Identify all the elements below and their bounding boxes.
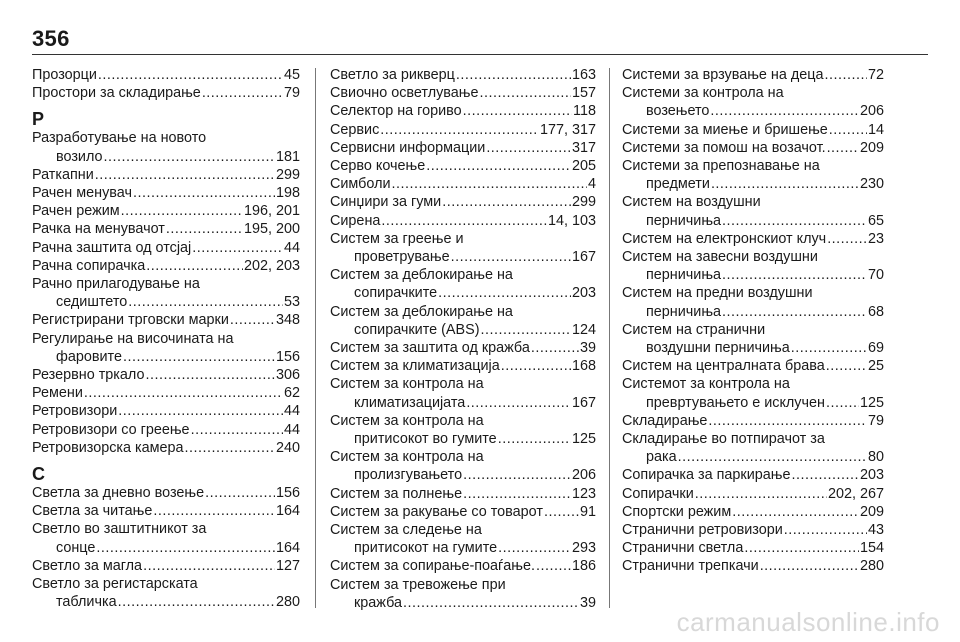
- index-entry-term: Системи за врзување на деца: [622, 67, 824, 83]
- dot-leader: [827, 230, 867, 248]
- index-entry-term: Ретровизори со греење: [32, 421, 190, 438]
- index-entry-term: Рачна заштита од отсјај: [32, 239, 192, 256]
- dot-leader: [531, 339, 579, 357]
- index-entry-pages[interactable]: 43: [867, 522, 884, 539]
- header-rule: [32, 54, 928, 55]
- dot-leader: [722, 266, 867, 284]
- index-entry-term: Светло во заштитникот за: [32, 521, 207, 538]
- index-entry-pages[interactable]: 72: [867, 67, 884, 83]
- dot-leader: [826, 357, 867, 375]
- index-entry: [330, 521, 596, 557]
- dot-leader: [744, 539, 859, 557]
- dot-leader: [202, 84, 283, 102]
- dot-leader: [463, 485, 571, 503]
- dot-leader: [185, 439, 275, 457]
- index-entry-term: Спортски режим: [622, 503, 732, 520]
- index-entry: [622, 557, 884, 575]
- index-entry-term: превртувањето е исклучен: [646, 394, 825, 411]
- index-entry: [622, 466, 884, 484]
- dot-leader: [722, 303, 867, 321]
- dot-leader: [711, 175, 859, 193]
- index-entry: [32, 402, 300, 420]
- index-entry-pages[interactable]: 167: [571, 249, 596, 266]
- index-entry-pages[interactable]: 198: [275, 185, 300, 202]
- dot-leader: [145, 366, 275, 384]
- dot-leader: [695, 485, 827, 503]
- index-entry-term: Странични ретровизори: [622, 522, 783, 539]
- dot-leader: [498, 539, 571, 557]
- index-entry-term: Сопирачки: [622, 485, 694, 502]
- dot-leader: [146, 257, 243, 275]
- index-entry-pages[interactable]: 127: [275, 557, 300, 574]
- index-entry-term: предмети: [646, 176, 710, 193]
- index-entry-term: Сопирачка за паркирање: [622, 467, 791, 484]
- index-entry-term: перничиња: [646, 267, 722, 284]
- dot-leader: [426, 157, 571, 175]
- index-entry: [622, 375, 884, 411]
- index-entry-term: фаровите: [56, 348, 122, 365]
- index-entry: [330, 412, 596, 448]
- dot-leader: [829, 121, 867, 139]
- index-entry: [32, 384, 300, 402]
- index-entry: [32, 421, 300, 439]
- index-entry-term: табличка: [56, 594, 117, 611]
- index-entry: [622, 321, 884, 357]
- dot-leader: [678, 448, 867, 466]
- column-divider: [609, 68, 610, 608]
- index-entry-pages[interactable]: 206: [571, 467, 596, 484]
- dot-leader: [118, 402, 283, 420]
- index-entry: [32, 129, 300, 165]
- index-entry: [32, 66, 300, 84]
- index-entry: [32, 557, 300, 575]
- index-entry-term: Систем за полнење: [330, 485, 463, 502]
- index-entry-term: Простори за складирање: [32, 85, 201, 102]
- index-entry-pages[interactable]: 195, 200: [243, 221, 300, 238]
- dot-leader: [166, 220, 243, 238]
- dot-leader: [104, 148, 275, 166]
- dot-leader: [451, 248, 571, 266]
- index-entry-term: Серво кочење: [330, 158, 426, 175]
- index-entry: [32, 166, 300, 184]
- index-entry-pages[interactable]: 80: [867, 449, 884, 466]
- index-entry: [330, 339, 596, 357]
- index-entry-term: Систем на странични: [622, 321, 766, 338]
- index-entry: [330, 576, 596, 612]
- index-entry-term: Систем за следење на: [330, 522, 482, 539]
- index-entry-term: Систем на воздушни: [622, 194, 761, 211]
- dot-leader: [824, 66, 867, 84]
- index-entry-term: Ретровизори: [32, 403, 118, 420]
- index-entry-pages[interactable]: 118: [573, 103, 596, 120]
- index-entry-term: возило: [56, 148, 103, 165]
- index-entry-pages[interactable]: 68: [867, 303, 884, 320]
- index-entry-pages[interactable]: 164: [275, 539, 300, 556]
- index-entry-term: Симболи: [330, 176, 391, 193]
- index-entry: [330, 175, 596, 193]
- index-entry: [330, 448, 596, 484]
- index-entry-pages[interactable]: 156: [275, 348, 300, 365]
- dot-leader: [791, 466, 859, 484]
- index-entry: [330, 212, 596, 230]
- index-entry: [622, 84, 884, 120]
- dot-leader: [481, 321, 571, 339]
- index-entry: [32, 520, 300, 556]
- index-column-2: [330, 66, 596, 612]
- index-entry-pages[interactable]: 25: [867, 358, 884, 375]
- dot-leader: [380, 121, 539, 139]
- index-entry-pages[interactable]: 299: [275, 166, 300, 183]
- index-entry: [622, 503, 884, 521]
- dot-leader: [118, 593, 275, 611]
- index-entry-term: Складирање: [622, 412, 708, 429]
- index-entry-term: Странични трепкачи: [622, 558, 759, 575]
- dot-leader: [760, 557, 859, 575]
- index-entry-pages[interactable]: 125: [859, 394, 884, 411]
- index-entry: [622, 121, 884, 139]
- index-entry-pages[interactable]: 154: [859, 540, 884, 557]
- index-entry-term: Рачна сопирачка: [32, 257, 146, 274]
- index-entry: [330, 557, 596, 575]
- index-entry-term: Светло за магла: [32, 557, 143, 574]
- dot-leader: [826, 394, 859, 412]
- dot-leader: [381, 212, 547, 230]
- index-entry-term: Систем за заштита од кражба: [330, 340, 530, 357]
- index-entry-term: рака: [646, 449, 677, 466]
- index-entry-term: Систем на централната брава: [622, 358, 825, 375]
- index-entry-pages[interactable]: 230: [859, 176, 884, 193]
- index-entry-pages[interactable]: 125: [571, 431, 596, 448]
- index-entry: [32, 575, 300, 611]
- index-entry-term: Систем за ракување со товарот: [330, 503, 543, 520]
- dot-leader: [133, 184, 275, 202]
- dot-leader: [708, 412, 867, 430]
- index-entry: [330, 266, 596, 302]
- index-entry-term: Разработување на новото: [32, 130, 207, 147]
- index-entry: [622, 539, 884, 557]
- index-entry: [330, 375, 596, 411]
- index-entry: [32, 257, 300, 275]
- index-entry-term: Странични светла: [622, 540, 744, 557]
- index-entry-term: Системот за контрола на: [622, 376, 790, 393]
- index-entry-term: Светла за читање: [32, 503, 153, 520]
- index-entry-term: Ремени: [32, 385, 83, 402]
- index-entry-term: Светло за регистарската: [32, 576, 198, 593]
- index-entry: [330, 139, 596, 157]
- index-entry-pages[interactable]: 348: [275, 312, 300, 329]
- index-entry-pages[interactable]: 168: [571, 358, 596, 375]
- index-column-3: [622, 66, 884, 576]
- index-entry-pages[interactable]: 240: [275, 439, 300, 456]
- dot-leader: [192, 239, 283, 257]
- dot-leader: [732, 503, 859, 521]
- dot-leader: [121, 202, 243, 220]
- dot-leader: [191, 421, 283, 439]
- index-entry-pages[interactable]: 62: [283, 385, 300, 402]
- index-entry: [32, 275, 300, 311]
- index-entry-term: Систем за контрола на: [330, 449, 484, 466]
- index-entry: [32, 330, 300, 366]
- index-entry-pages[interactable]: 203: [571, 285, 596, 302]
- index-entry-term: Систем на електронскиот клуч: [622, 230, 827, 247]
- index-entry: [32, 484, 300, 502]
- index-entry-term: Систем за сопирање-поаѓање.: [330, 558, 535, 575]
- index-entry: [32, 239, 300, 257]
- index-entry-pages[interactable]: 186: [571, 558, 596, 575]
- index-entry-pages[interactable]: 79: [867, 412, 884, 429]
- index-entry-term: кражба: [354, 594, 403, 611]
- index-entry-term: притисокот во гумите: [354, 431, 497, 448]
- index-entry-term: Резервно тркало: [32, 367, 145, 384]
- index-entry-pages[interactable]: 181: [275, 148, 300, 165]
- index-entry-term: седиштето: [56, 294, 128, 311]
- dot-leader: [143, 557, 275, 575]
- index-entry: [32, 502, 300, 520]
- index-entry-term: сонце: [56, 539, 96, 556]
- dot-leader: [153, 502, 275, 520]
- index-entry-pages[interactable]: 299: [571, 194, 596, 211]
- index-entry: [622, 157, 884, 193]
- index-entry: [330, 84, 596, 102]
- index-entry-pages[interactable]: 163: [571, 67, 596, 83]
- index-entry: [330, 230, 596, 266]
- index-entry: [622, 193, 884, 229]
- index-entry-pages[interactable]: 45: [283, 67, 300, 83]
- index-entry-term: Системи за препознавање на: [622, 158, 820, 175]
- index-entry-pages[interactable]: 209: [859, 503, 884, 520]
- index-entry: [32, 202, 300, 220]
- dot-leader: [486, 139, 571, 157]
- index-entry-pages[interactable]: 4: [587, 176, 596, 193]
- index-entry-pages[interactable]: 44: [283, 239, 300, 256]
- dot-leader: [501, 357, 571, 375]
- dot-leader: [230, 311, 275, 329]
- index-entry-pages[interactable]: 123: [571, 485, 596, 502]
- dot-leader: [403, 594, 579, 612]
- index-entry-term: сопирачките: [354, 285, 438, 302]
- index-entry-term: перничиња: [646, 212, 722, 229]
- index-entry-pages[interactable]: 44: [283, 403, 300, 420]
- dot-leader: [479, 84, 571, 102]
- index-entry: [622, 248, 884, 284]
- index-entry-pages[interactable]: 53: [283, 294, 300, 311]
- watermark: carmanualsonline.info: [676, 607, 940, 637]
- index-entry-pages[interactable]: 39: [579, 340, 596, 357]
- index-entry-term: Системи за контрола на: [622, 85, 784, 102]
- dot-leader: [544, 503, 579, 521]
- index-entry: [330, 66, 596, 84]
- index-entry-pages[interactable]: 177, 317: [539, 121, 596, 138]
- index-entry-term: перничиња: [646, 303, 722, 320]
- index-entry-term: Рачен режим: [32, 203, 120, 220]
- index-entry-term: Систем на завесни воздушни: [622, 249, 818, 266]
- dot-leader: [205, 484, 275, 502]
- dot-leader: [128, 293, 283, 311]
- index-entry-term: Складирање во потпирачот за: [622, 431, 825, 448]
- index-entry-term: Прозорци: [32, 67, 97, 83]
- dot-leader: [96, 539, 275, 557]
- index-entry-pages[interactable]: 124: [571, 321, 596, 338]
- index-entry: [32, 366, 300, 384]
- index-entry: [32, 84, 300, 102]
- index-entry-pages[interactable]: 79: [283, 85, 300, 102]
- index-entry: [622, 412, 884, 430]
- index-entry-pages[interactable]: 203: [859, 467, 884, 484]
- index-entry-pages[interactable]: 164: [275, 503, 300, 520]
- dot-leader: [442, 193, 571, 211]
- index-entry-term: проветрување: [354, 249, 450, 266]
- index-entry-term: Сирена: [330, 212, 381, 229]
- dot-leader: [463, 466, 571, 484]
- index-entry-term: Системи за миење и бришење: [622, 121, 828, 138]
- index-entry-term: Ретровизорска камера: [32, 439, 184, 456]
- index-entry-term: Систем за тревожење при: [330, 576, 506, 593]
- index-entry-term: Сервисни информации: [330, 139, 486, 156]
- index-entry: [330, 157, 596, 175]
- index-entry-term: Селектор на гориво: [330, 103, 462, 120]
- index-entry: [622, 66, 884, 84]
- index-entry-pages[interactable]: 205: [571, 158, 596, 175]
- index-entry-term: Синџири за гуми: [330, 194, 442, 211]
- index-entry-pages[interactable]: 196, 201: [243, 203, 300, 220]
- index-entry-pages[interactable]: 206: [859, 103, 884, 120]
- index-entry-term: Светла за дневно возење: [32, 485, 205, 502]
- index-entry: [32, 220, 300, 238]
- index-entry-pages[interactable]: 317: [571, 139, 596, 156]
- index-entry-term: климатизацијата: [354, 394, 466, 411]
- index-entry-term: Регистрирани трговски марки: [32, 312, 229, 329]
- dot-leader: [123, 348, 275, 366]
- index-column-1: [32, 66, 300, 611]
- index-entry-pages[interactable]: 44: [283, 421, 300, 438]
- index-entry-pages[interactable]: 14, 103: [547, 212, 596, 229]
- index-entry: [32, 439, 300, 457]
- index-entry-term: Рачка на менувачот: [32, 221, 165, 238]
- index-entry-term: сопирачките (ABS): [354, 321, 480, 338]
- index-entry: [330, 485, 596, 503]
- dot-leader: [98, 66, 283, 84]
- index-entry: [330, 102, 596, 120]
- section-letter: Р: [32, 109, 45, 130]
- index-entry-term: Светло за рикверц: [330, 67, 455, 83]
- dot-leader: [710, 102, 859, 120]
- index-entry-term: Системи за помош на возачот.: [622, 139, 826, 156]
- index-entry-pages[interactable]: 14: [867, 121, 884, 138]
- index-entry-pages[interactable]: 202, 267: [827, 485, 884, 502]
- index-entry: [622, 230, 884, 248]
- index-entry-term: воздушни перничиња: [646, 340, 790, 357]
- index-entry-pages[interactable]: 65: [867, 212, 884, 229]
- index-entry-term: Систем за контрола на: [330, 376, 484, 393]
- index-entry: [32, 311, 300, 329]
- column-divider: [315, 68, 316, 608]
- dot-leader: [95, 166, 275, 184]
- index-entry-term: Систем за контрола на: [330, 412, 484, 429]
- dot-leader: [827, 139, 859, 157]
- index-entry-term: Систем за климатизација: [330, 358, 500, 375]
- index-entry: [330, 357, 596, 375]
- index-entry: [32, 184, 300, 202]
- index-entry-term: Рачно прилагодување на: [32, 276, 200, 293]
- index-entry-pages[interactable]: 91: [579, 503, 596, 520]
- index-entry-pages[interactable]: 202, 203: [243, 257, 300, 274]
- index-entry-pages[interactable]: 293: [571, 540, 596, 557]
- index-entry: [622, 284, 884, 320]
- page-number: 356: [32, 26, 70, 51]
- dot-leader: [438, 284, 571, 302]
- index-entry: [622, 485, 884, 503]
- index-entry-term: возењето: [646, 103, 710, 120]
- index-entry: [330, 121, 596, 139]
- index-entry-term: Систем за деблокирање на: [330, 267, 513, 284]
- index-entry-term: Систем за деблокирање на: [330, 303, 513, 320]
- index-entry-pages[interactable]: 167: [571, 394, 596, 411]
- index-entry-pages[interactable]: 209: [859, 139, 884, 156]
- dot-leader: [463, 102, 572, 120]
- index-entry: [330, 303, 596, 339]
- index-entry-pages[interactable]: 280: [275, 594, 300, 611]
- index-entry: [330, 193, 596, 211]
- index-entry: [622, 430, 884, 466]
- dot-leader: [722, 212, 867, 230]
- index-entry-term: Систем за греење и: [330, 230, 464, 247]
- dot-leader: [784, 521, 867, 539]
- dot-leader: [791, 339, 867, 357]
- index-entry-term: Регулирање на височината на: [32, 330, 234, 347]
- index-entry-pages[interactable]: 39: [579, 594, 596, 611]
- dot-leader: [84, 384, 283, 402]
- index-entry-pages[interactable]: 157: [571, 85, 596, 102]
- dot-leader: [456, 66, 571, 84]
- index-entry: [330, 503, 596, 521]
- index-entry-pages[interactable]: 70: [867, 267, 884, 284]
- index-entry-term: Систем на предни воздушни: [622, 285, 813, 302]
- index-entry-term: пролизгувањето: [354, 467, 463, 484]
- index-entry-term: притисокот на гумите: [354, 540, 498, 557]
- index-entry-term: Сервис: [330, 121, 380, 138]
- index-entry-term: Раткапни: [32, 166, 94, 183]
- index-entry-pages[interactable]: 306: [275, 367, 300, 384]
- index-entry-term: Свиочно осветлување: [330, 85, 479, 102]
- index-entry: [622, 139, 884, 157]
- index-entry-term: Рачен менувач: [32, 185, 132, 202]
- dot-leader: [498, 430, 571, 448]
- index-entry-pages[interactable]: 280: [859, 558, 884, 575]
- index-entry-pages[interactable]: 156: [275, 485, 300, 502]
- index-entry-pages[interactable]: 69: [867, 340, 884, 357]
- index-entry: [622, 521, 884, 539]
- index-entry-pages[interactable]: 23: [867, 230, 884, 247]
- dot-leader: [536, 557, 571, 575]
- section-letter: С: [32, 464, 45, 485]
- index-entry: [622, 357, 884, 375]
- dot-leader: [392, 175, 587, 193]
- dot-leader: [466, 394, 571, 412]
